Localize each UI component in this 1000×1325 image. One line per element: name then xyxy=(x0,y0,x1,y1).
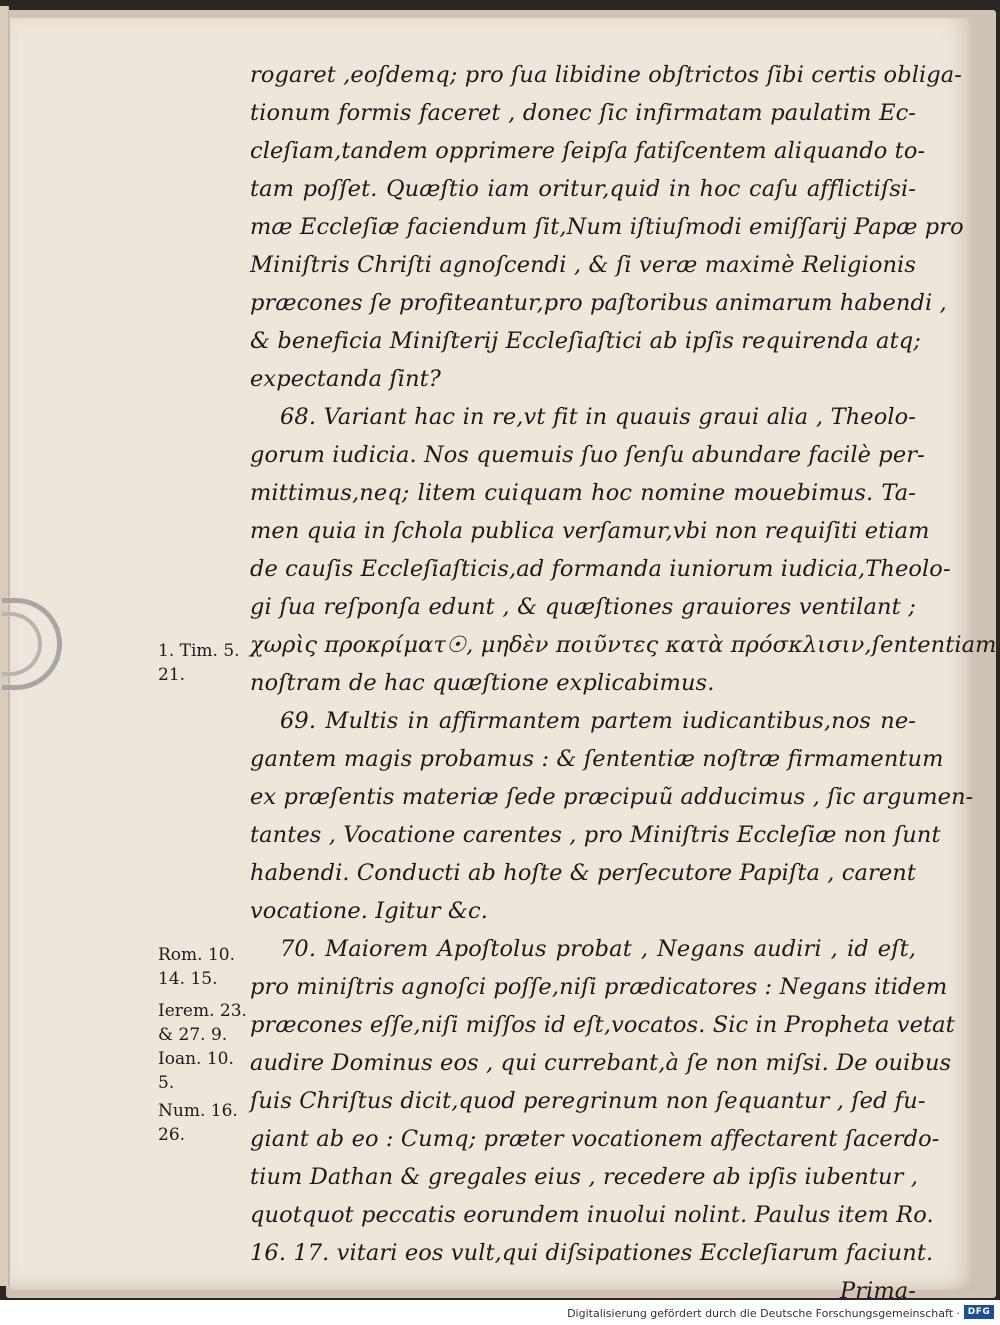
text-line: & beneficia Miniſterij Eccleſiaſtici ab ipſis requirenda atq; xyxy=(250,328,921,354)
margin-note: Ierem. 23. xyxy=(158,1001,247,1021)
text-line: mittimus,neq; litem cuiquam hoc nomine mouebimus. Ta- xyxy=(250,480,916,506)
text-line: habendi. Conducti ab hoſte & perſecutore Papiſta , carent xyxy=(250,860,916,886)
text-line: præcones eſſe,niſi miſſos id eſt,vocatos. Sic in Propheta vetat xyxy=(250,1012,955,1038)
paragraph-69-start: 69. Multis in affirmantem partem iudicantibus,nos ne- xyxy=(280,708,916,734)
margin-note: 1. Tim. 5. xyxy=(158,641,240,661)
paragraph-70-start: 70. Maiorem Apoſtolus probat , Negans audiri , id eſt, xyxy=(280,936,916,962)
margin-note: & 27. 9. xyxy=(158,1025,228,1045)
text-line: 16. 17. vitari eos vult,qui diſsipationes Eccleſiarum faciunt. xyxy=(250,1240,934,1266)
greek-quote-line: χωρὶς προκρίματ☉, μηδὲν ποιῦντες κατὰ πρόσκλισιν,ſententiam xyxy=(250,632,997,658)
text-line: quotquot peccatis eorundem inuolui nolint. Paulus item Ro. xyxy=(250,1202,934,1228)
margin-note: 14. 15. xyxy=(158,969,218,989)
text-line: de cauſis Eccleſiaſticis,ad formanda iuniorum iudicia,Theolo- xyxy=(250,556,951,582)
footer-bar xyxy=(0,1300,1000,1325)
text-line: tium Dathan & gregales eius , recedere ab ipſis iubentur , xyxy=(250,1164,918,1190)
text-line: tionum formis faceret , donec ſic infirmatam paulatim Ec- xyxy=(250,100,916,126)
text-line: gantem magis probamus : & ſententiæ noſtræ firmamentum xyxy=(250,746,944,772)
text-line: Miniſtris Chriſti agnoſcendi , & ſi veræ maximè Religionis xyxy=(250,252,916,278)
margin-note: Rom. 10. xyxy=(158,945,235,965)
text-line: gi ſua reſponſa edunt , & quæſtiones grauiores ventilant ; xyxy=(250,594,916,620)
margin-note: Ioan. 10. xyxy=(158,1049,234,1069)
text-line: cleſiam,tandem opprimere ſeipſa fatiſcentem aliquando to- xyxy=(250,138,926,164)
text-line: præcones ſe profiteantur,pro paſtoribus animarum habendi , xyxy=(250,290,947,316)
text-line: audire Dominus eos , qui currebant,à ſe non miſsi. De ouibus xyxy=(250,1050,952,1076)
text-line: noſtram de hac quæſtione explicabimus. xyxy=(250,670,715,696)
text-line: gorum iudicia. Nos quemuis ſuo ſenſu abundare facilè per- xyxy=(250,442,925,468)
funding-notice: Digitalisierung gefördert durch die Deutsche Forschungsgemeinschaft · xyxy=(567,1307,960,1320)
text-line: ex præſentis materiæ ſede præcipuũ adducimus , ſic argumen- xyxy=(250,784,974,810)
text-line: rogaret ,eoſdemq; pro ſua libidine obſtrictos ſibi certis obliga- xyxy=(250,62,963,88)
text-line: pro miniſtris agnoſci poſſe,niſi prædicatores : Negans itidem xyxy=(250,974,948,1000)
dfg-logo-icon[interactable]: DFG xyxy=(964,1305,994,1319)
catchword: Prima- xyxy=(839,1278,916,1300)
margin-note: 5. xyxy=(158,1073,175,1093)
text-line: expectanda ſint? xyxy=(250,366,441,392)
text-line: giant ab eo : Cumq; præter vocationem affectarent ſacerdo- xyxy=(250,1126,940,1152)
text-line: mæ Eccleſiæ faciendum ſit,Num iſtiuſmodi emiſſarij Papæ pro xyxy=(250,214,964,240)
margin-note: 21. xyxy=(158,665,186,685)
text-line: ſuis Chriſtus dicit,quod peregrinum non ſequantur , ſed fu- xyxy=(250,1088,926,1114)
margin-note: 26. xyxy=(158,1125,186,1145)
text-line: men quia in ſchola publica verſamur,vbi non requiſiti etiam xyxy=(250,518,930,544)
text-line: vocatione. Igitur &c. xyxy=(250,898,488,924)
text-line: tam poſſet. Quæſtio iam oritur,quid in hoc caſu afflictiſsi- xyxy=(250,176,916,202)
margin-note: Num. 16. xyxy=(158,1101,238,1121)
paragraph-68-start: 68. Variant hac in re,vt fit in quauis graui alia , Theolo- xyxy=(280,404,916,430)
text-line: tantes , Vocatione carentes , pro Miniſtris Eccleſiæ non ſunt xyxy=(250,822,941,848)
